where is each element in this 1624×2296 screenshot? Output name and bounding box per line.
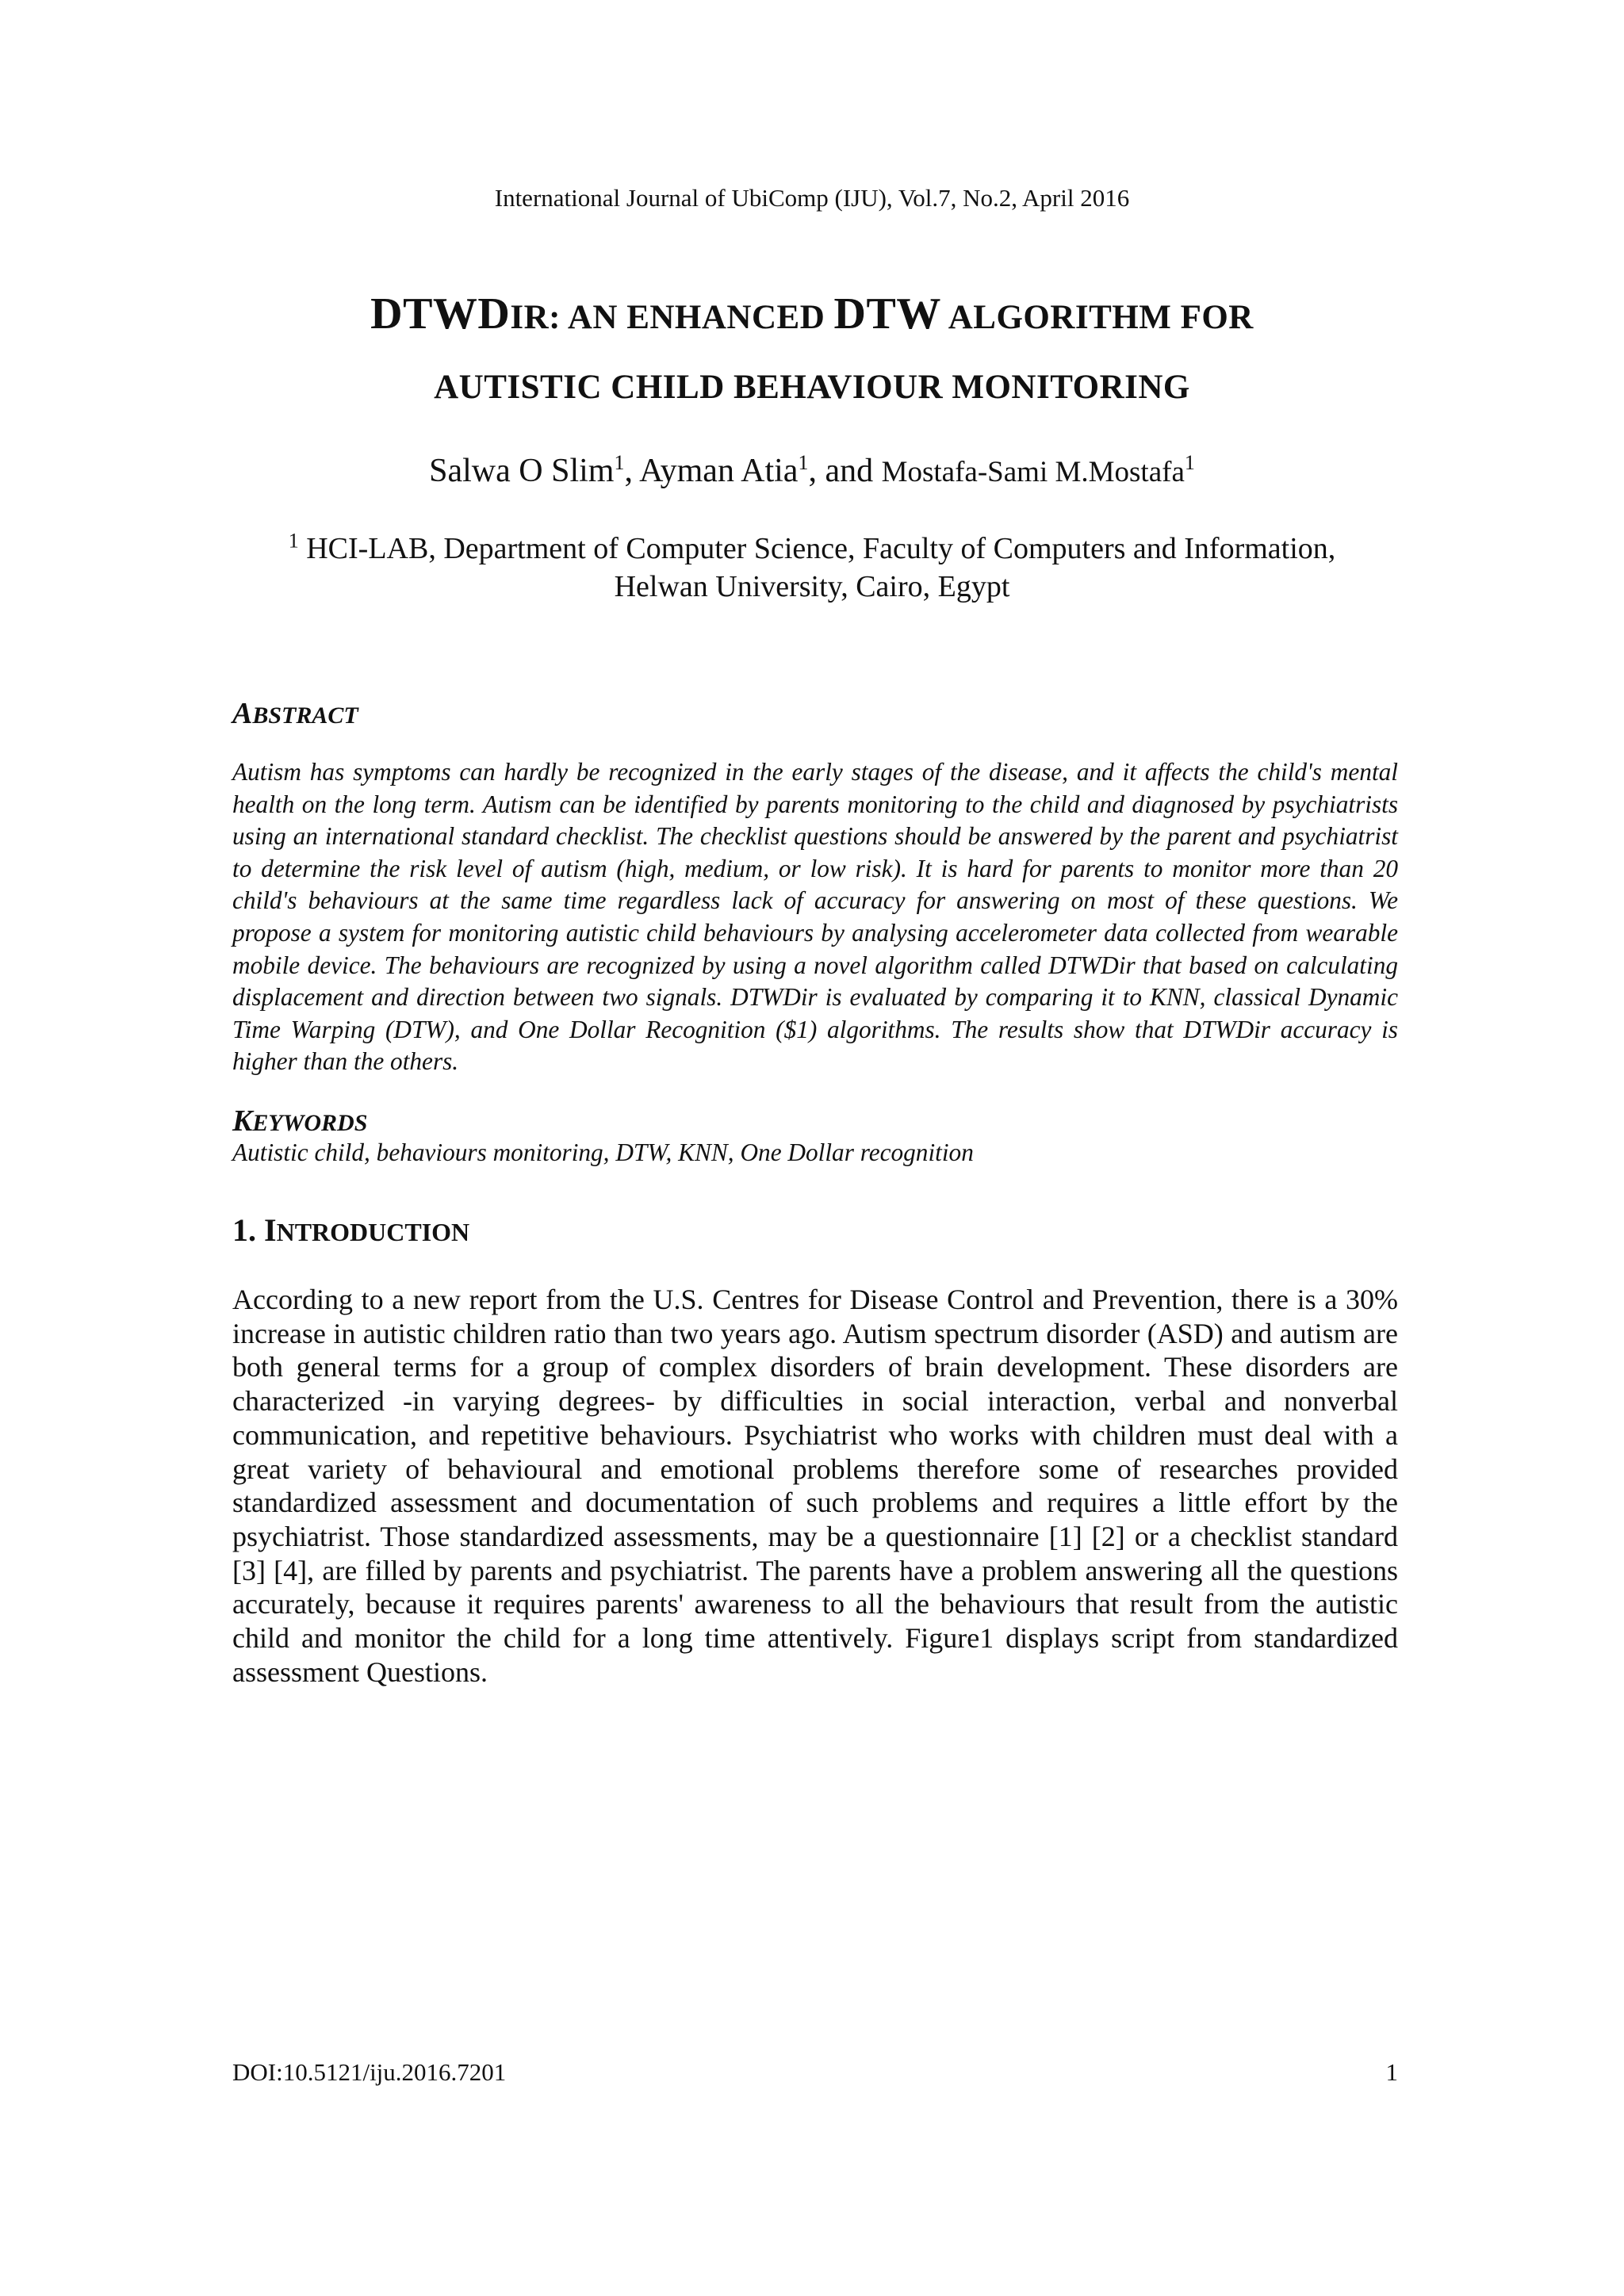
running-header: International Journal of UbiComp (IJU), Vol.7, No.2, April 2016 <box>494 184 1130 212</box>
keywords-heading <box>232 1104 367 1138</box>
author-separator: , and <box>808 453 882 489</box>
author-2: , Ayman Atia <box>624 453 799 489</box>
abstract-heading-rest: BSTRACT <box>252 702 358 729</box>
keywords-heading-rest: EYWORDS <box>252 1110 368 1136</box>
paper-title <box>0 279 1624 423</box>
abstract-heading <box>232 696 358 731</box>
affiliation-text-1: HCI-LAB, Department of Computer Science, Faculty of Computers and Information, <box>298 532 1336 565</box>
page-number: 1 <box>1385 2058 1398 2086</box>
keywords-text: Autistic child, behaviours monitoring, DTW, KNN, One Dollar recognition <box>232 1138 974 1166</box>
introduction-heading-rest: NTRODUCTION <box>276 1218 470 1246</box>
affiliation-marker: 1 <box>288 529 299 553</box>
title-word-dtwdir-cap: DTWD <box>370 289 511 339</box>
keywords-heading-initial: K <box>232 1104 253 1138</box>
introduction-heading-number: 1. I <box>232 1212 277 1248</box>
affiliation-line-1 <box>0 530 1624 568</box>
affiliation-line-2: Helwan University, Cairo, Egypt <box>614 570 1010 603</box>
author-3: Mostafa-Sami M.Mostafa <box>881 456 1185 488</box>
author-3-marker: 1 <box>1184 451 1195 474</box>
author-1: Salwa O Slim <box>429 453 615 489</box>
footer-doi: DOI:10.5121/iju.2016.7201 <box>232 2058 507 2086</box>
introduction-heading <box>232 1211 469 1249</box>
author-list <box>0 449 1624 495</box>
affiliation <box>0 530 1624 606</box>
abstract-heading-initial: A <box>232 697 253 730</box>
title-word-dtw: DTW <box>833 289 941 339</box>
title-line-2: AUTISTIC CHILD BEHAVIOUR MONITORING <box>434 369 1190 406</box>
title-line-1 <box>0 279 1624 353</box>
title-smallcaps-2: ALGORITHM FOR <box>940 299 1254 336</box>
author-2-marker: 1 <box>798 451 809 474</box>
introduction-text: According to a new report from the U.S. Centres for Disease Control and Prevention, there is a 30% increase in autistic children ratio than two years ago. Autism spectrum disorder (ASD) and autism are both general terms for a group of complex disorders of brain development. These disorders are characterized -in varying degrees- by difficulties in social interaction, verbal and nonverbal communication, and repetitive behaviours. Psychiatrist who works with children must deal with a great variety of behavioural and emotional problems therefore some of researches provided standardized assessment and documentation of such problems and requires a little effort by the psychiatrist. Those standardized assessments, may be a questionnaire [1] [2] or a checklist standard [3] [4], are filled by parents and psychiatrist. The parents have a problem answering all the questions accurately, because it requires parents' awareness to all the behaviours that result from the autistic child and monitor the child for a long time attentively. Figure1 displays script from standardized assessment Questions. <box>232 1284 1398 1688</box>
title-smallcaps-1: IR: AN ENHANCED <box>510 299 834 336</box>
abstract-text: Autism has symptoms can hardly be recognized in the early stages of the disease, and it affects the child's mental health on the long term. Autism can be identified by parents monitoring to the child and diagnosed by psychiatrists using an international standard checklist. The checklist questions should be answered by the parent and psychiatrist to determine the risk level of autism (high, medium, or low risk). It is hard for parents to monitor more than 20 child's behaviours at the same time regardless lack of accuracy for answering on most of these questions. We propose a system for monitoring autistic child behaviours by analysing accelerometer data collected from wearable mobile device. The behaviours are recognized by using a novel algorithm called DTWDir that based on calculating displacement and direction between two signals. DTWDir is evaluated by comparing it to KNN, classical Dynamic Time Warping (DTW), and One Dollar Recognition ($1) algorithms. The results show that DTWDir accuracy is higher than the others. <box>232 758 1398 1076</box>
author-1-marker: 1 <box>614 451 625 474</box>
